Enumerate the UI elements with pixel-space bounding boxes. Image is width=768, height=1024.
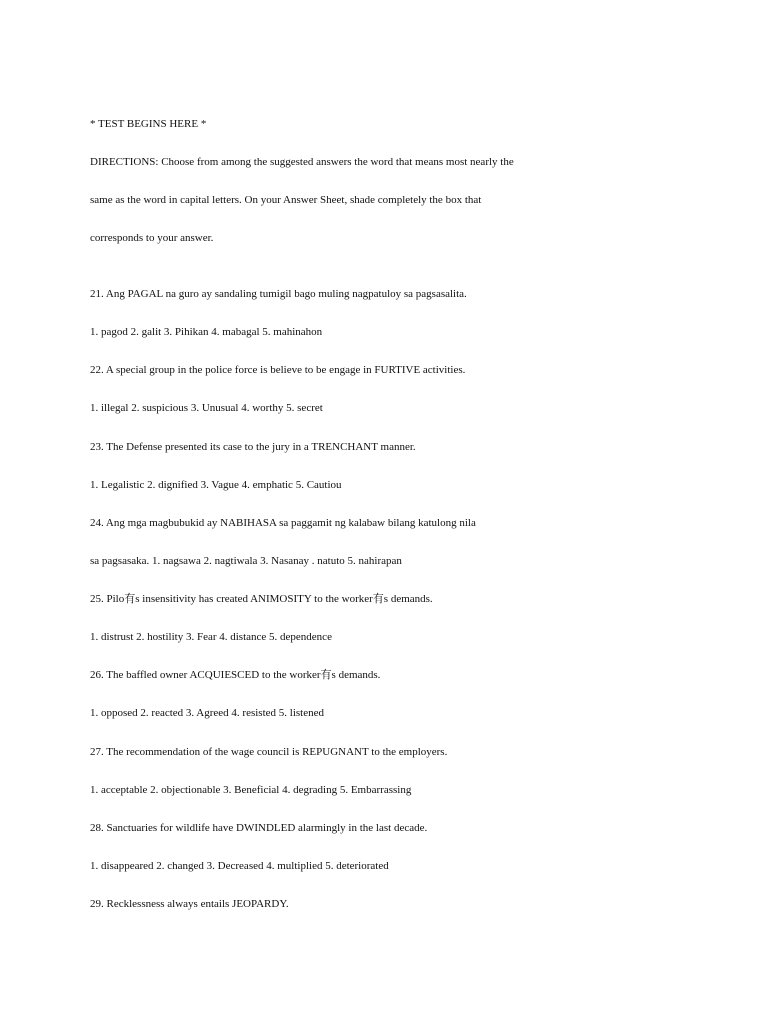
question-21: 21. Ang PAGAL na guro ay sandaling tumigil bago muling nagpatuloy sa pagsasalita. [90, 288, 467, 300]
choices-28: 1. disappeared 2. changed 3. Decreased 4. multiplied 5. deteriorated [90, 860, 389, 872]
question-28: 28. Sanctuaries for wildlife have DWINDLED alarmingly in the last decade. [90, 822, 428, 834]
question-29: 29. Recklessness always entails JEOPARDY. [90, 898, 289, 910]
directions-line: same as the word in capital letters. On your Answer Sheet, shade completely the box that [90, 194, 482, 206]
directions-line: DIRECTIONS: Choose from among the suggested answers the word that means most nearly the [90, 156, 514, 168]
choices-22: 1. illegal 2. suspicious 3. Unusual 4. worthy 5. secret [90, 402, 323, 414]
question-26: 26. The baffled owner ACQUIESCED to the worker有s demands. [90, 669, 381, 681]
test-header: * TEST BEGINS HERE * [90, 118, 207, 130]
choices-23: 1. Legalistic 2. dignified 3. Vague 4. emphatic 5. Cautiou [90, 479, 342, 491]
question-27: 27. The recommendation of the wage council is REPUGNANT to the employers. [90, 746, 448, 758]
question-24: 24. Ang mga magbubukid ay NABIHASA sa paggamit ng kalabaw bilang katulong nila [90, 517, 476, 529]
question-24-continued: sa pagsasaka. 1. nagsawa 2. nagtiwala 3. Nasanay . natuto 5. nahirapan [90, 555, 402, 567]
choices-21: 1. pagod 2. galit 3. Pihikan 4. mabagal 5. mahinahon [90, 326, 323, 338]
question-23: 23. The Defense presented its case to the jury in a TRENCHANT manner. [90, 441, 416, 453]
choices-27: 1. acceptable 2. objectionable 3. Beneficial 4. degrading 5. Embarrassing [90, 784, 412, 796]
question-25: 25. Pilo有s insensitivity has created ANIMOSITY to the worker有s demands. [90, 593, 433, 605]
question-22: 22. A special group in the police force is believe to be engage in FURTIVE activities. [90, 364, 466, 376]
choices-25: 1. distrust 2. hostility 3. Fear 4. distance 5. dependence [90, 631, 332, 643]
directions-line: corresponds to your answer. [90, 232, 214, 244]
choices-26: 1. opposed 2. reacted 3. Agreed 4. resisted 5. listened [90, 707, 324, 719]
